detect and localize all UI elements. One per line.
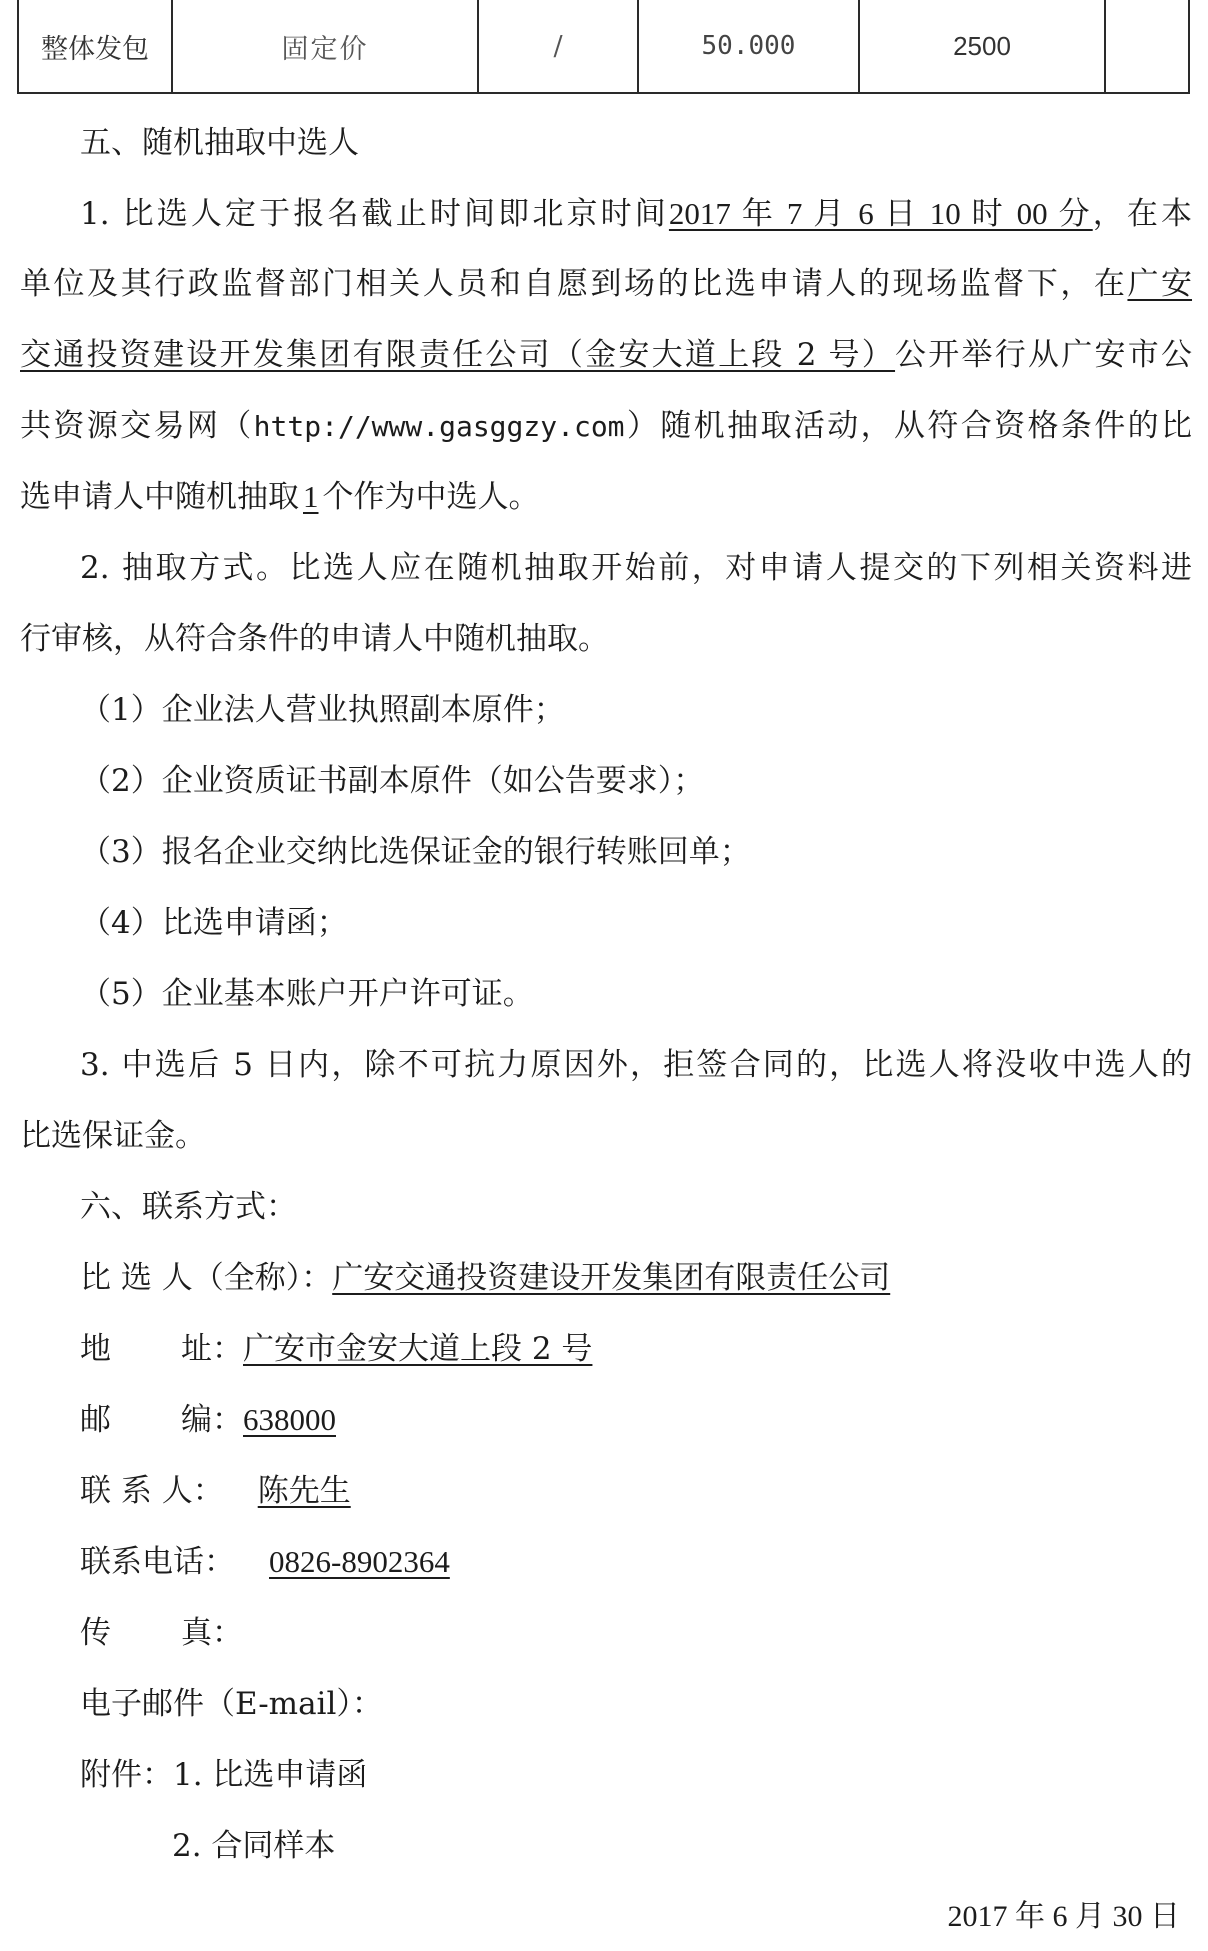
- fax-label-1: 传: [80, 1615, 111, 1651]
- table-cell-type: 整体发包: [18, 0, 172, 93]
- p1-line2: [20, 264, 1192, 304]
- list-item: （3）报名企业交纳比选保证金的银行转账回单；: [80, 834, 751, 870]
- fee-table: [17, 0, 1190, 94]
- p1-line4-text-a: 共资源交易网（: [20, 408, 254, 444]
- contact-label: 联 系 人：: [80, 1473, 224, 1509]
- p1-line5-text-b: 个作为中选人。: [322, 479, 540, 515]
- p1-line1: [80, 194, 1192, 234]
- p1-text-a: 1. 比选人定于报名截止时间即北京时间: [80, 196, 669, 232]
- website-url: http://www.gasggzy.com: [253, 410, 625, 443]
- venue-link-part: 广安: [1127, 266, 1193, 302]
- p1-line5: [20, 477, 1192, 517]
- attachment-2: 2. 合同样本: [172, 1828, 336, 1864]
- list-item: （1）企业法人营业执照副本原件；: [80, 692, 565, 728]
- venue-name: 交通投资建设开发集团有限责任公司（金安大道上段 2 号）: [20, 337, 896, 373]
- p1-line3: [20, 335, 1192, 375]
- address-value: 广安市金安大道上段 2 号: [243, 1331, 593, 1367]
- p1-line3-text: 公开举行从广安市公: [895, 337, 1193, 373]
- postcode-label-1: 邮: [80, 1402, 111, 1438]
- p3-line2: 比选保证金。: [20, 1118, 206, 1154]
- draw-datetime: 2017 年 7 月 6 日 10 时 00 分: [668, 196, 1093, 231]
- contact-row: [80, 1471, 1192, 1511]
- address-label-1: 地: [80, 1331, 111, 1367]
- postcode-value: 638000: [243, 1402, 336, 1437]
- phone-value: 0826-8902364: [269, 1544, 450, 1579]
- fax-row: [80, 1613, 1192, 1653]
- table-cell-slash: /: [478, 0, 638, 93]
- section6-heading: 六、联系方式：: [80, 1189, 297, 1225]
- p1-text-b: ，在本: [1092, 196, 1193, 232]
- p1-line4: [20, 406, 1192, 447]
- email-row: 电子邮件（E-mail）：: [80, 1686, 383, 1722]
- address-label-2: 址：: [181, 1331, 243, 1367]
- p1-line4-text-b: ）随机抽取活动，从符合资格条件的比: [624, 408, 1193, 444]
- p1-line2-text: 单位及其行政监督部门相关人员和自愿到场的比选申请人的现场监督下，在: [20, 266, 1128, 302]
- p3-line1: 3. 中选后 5 日内，除不可抗力原因外，拒签合同的，比选人将没收中选人的: [80, 1047, 1192, 1083]
- contact-value: 陈先生: [257, 1473, 351, 1509]
- list-item: （4）比选申请函；: [80, 905, 348, 941]
- table-cell-amount: 50.000: [638, 0, 859, 93]
- phone-row: [80, 1542, 1192, 1582]
- phone-label: 联系电话：: [80, 1544, 235, 1580]
- postcode-label-2: 编：: [181, 1402, 243, 1438]
- p2-line1: 2. 抽取方式。比选人应在随机抽取开始前，对申请人提交的下列相关资料进: [80, 550, 1192, 586]
- bidder-row: [80, 1258, 1192, 1298]
- list-item: （2）企业资质证书副本原件（如公告要求）；: [80, 763, 705, 799]
- bidder-label: 比 选 人（全称）：: [80, 1260, 333, 1296]
- table-cell-price-method: 固定价: [172, 0, 478, 93]
- issue-date: 2017 年 6 月 30 日: [947, 1900, 1180, 1933]
- section5-heading: 五、随机抽取中选人: [80, 125, 359, 161]
- table-row: [18, 0, 1189, 93]
- bidder-value: 广安交通投资建设开发集团有限责任公司: [332, 1260, 891, 1296]
- table-cell-deposit: 2500: [859, 0, 1105, 93]
- postcode-row: [80, 1400, 1192, 1440]
- attachment-1: 附件：1. 比选申请函: [80, 1757, 368, 1793]
- table-cell-empty: [1105, 0, 1189, 93]
- fax-label-2: 真：: [181, 1615, 243, 1651]
- selected-count: 1: [303, 479, 319, 514]
- address-row: [80, 1329, 1192, 1369]
- p2-line2: 行审核，从符合条件的申请人中随机抽取。: [20, 621, 609, 657]
- p1-line5-text-a: 选申请人中随机抽取: [20, 479, 299, 515]
- list-item: （5）企业基本账户开户许可证。: [80, 976, 534, 1012]
